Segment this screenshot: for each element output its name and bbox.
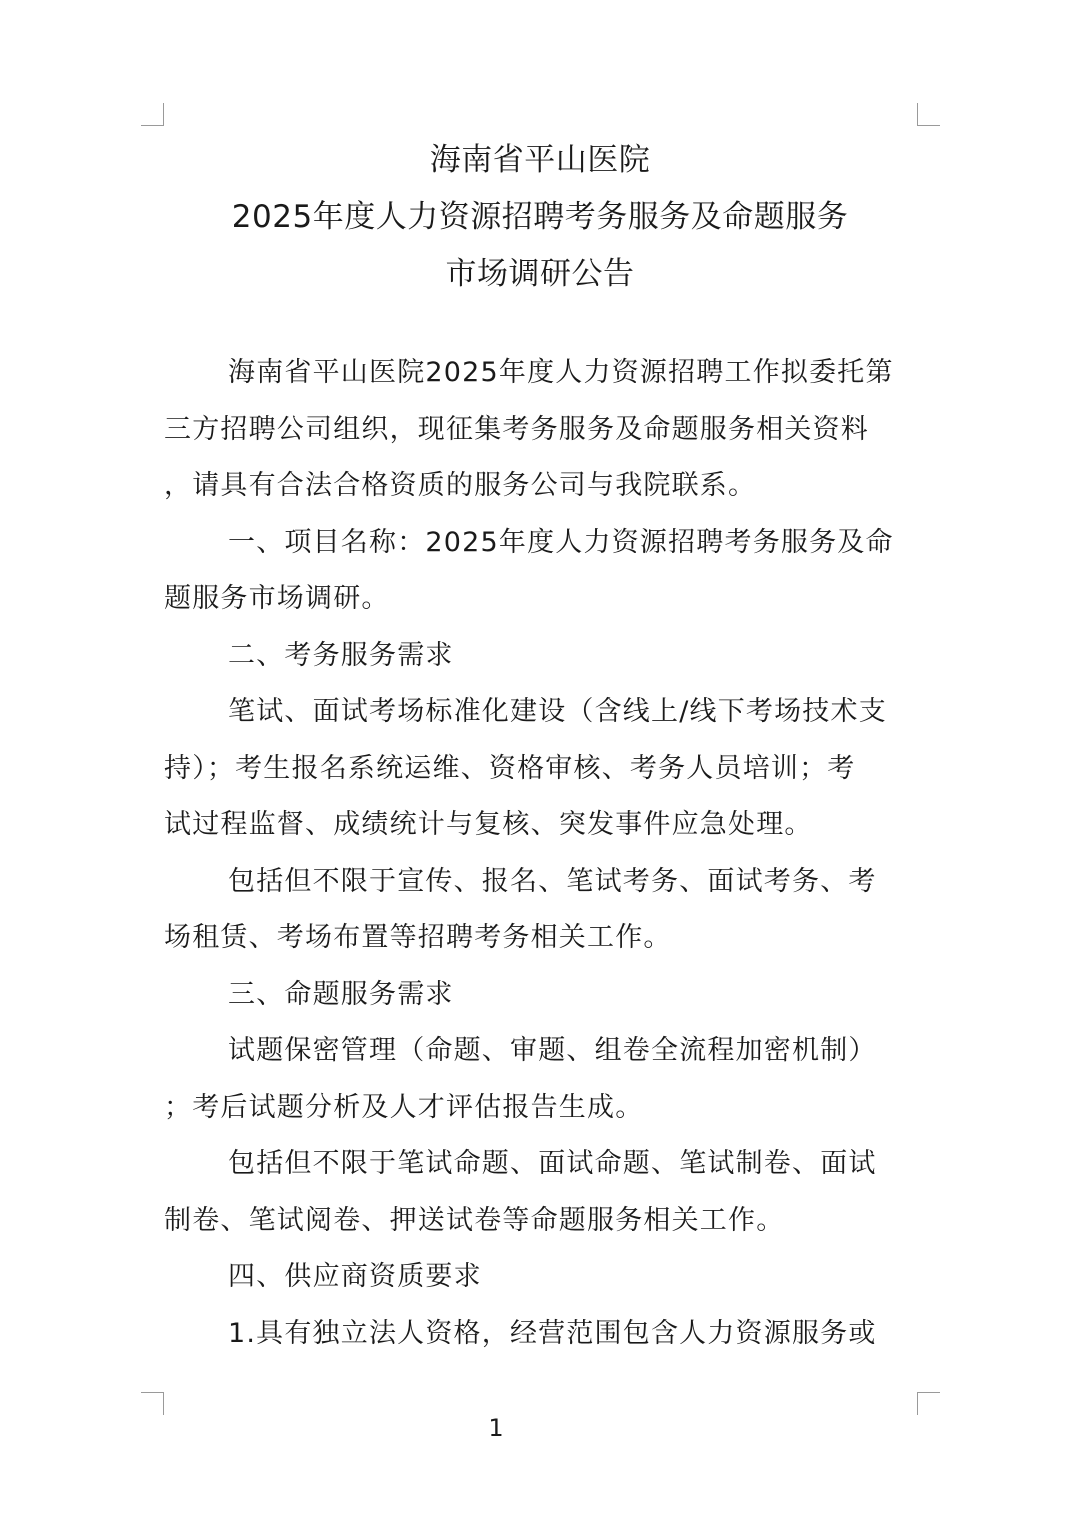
body-line: 包括但不限于宣传、报名、笔试考务、面试考务、考 — [228, 865, 877, 897]
body-line: 1.具有独立法人资格，经营范围包含人力资源服务或 — [228, 1317, 877, 1349]
body-line: 场租赁、考场布置等招聘考务相关工作。 — [164, 922, 672, 953]
page-number: 1 — [488, 1414, 504, 1442]
body-line: 四、供应商资质要求 — [228, 1261, 482, 1292]
body-line: ，请具有合法合格资质的服务公司与我院联系。 — [164, 470, 757, 501]
body-line: 三方招聘公司组织，现征集考务服务及命题服务相关资料 — [164, 413, 869, 445]
margin-mark-top-left — [141, 103, 164, 126]
body-line: 制卷、笔试阅卷、押送试卷等命题服务相关工作。 — [164, 1204, 785, 1236]
title-line-3: 市场调研公告 — [445, 256, 635, 292]
body-line: 试过程监督、成绩统计与复核、突发事件应急处理。 — [164, 809, 813, 840]
body-line: 一、项目名称：2025年度人力资源招聘考务服务及命 — [228, 526, 894, 558]
body-line: 包括但不限于笔试命题、面试命题、笔试制卷、面试 — [228, 1148, 877, 1179]
body-line: 题服务市场调研。 — [164, 583, 390, 614]
body-line: 持）；考生报名系统运维、资格审核、考务人员培训；考 — [164, 752, 856, 784]
body-line: 三、命题服务需求 — [228, 978, 454, 1010]
body-line: 海南省平山医院2025年度人力资源招聘工作拟委托第 — [228, 357, 894, 388]
body-line: 试题保密管理（命题、审题、组卷全流程加密机制） — [228, 1035, 877, 1066]
document-body — [164, 345, 916, 1362]
title-line-1: 海南省平山医院 — [429, 142, 651, 178]
body-line: 笔试、面试考场标准化建设（含线上/线下考场技术支 — [228, 696, 887, 727]
margin-mark-top-right — [917, 103, 940, 126]
body-line: 二、考务服务需求 — [228, 639, 454, 671]
body-line: ；考后试题分析及人才评估报告生成。 — [164, 1091, 644, 1123]
title-line-2: 2025年度人力资源招聘考务服务及命题服务 — [231, 199, 849, 235]
document-title — [0, 132, 1080, 303]
